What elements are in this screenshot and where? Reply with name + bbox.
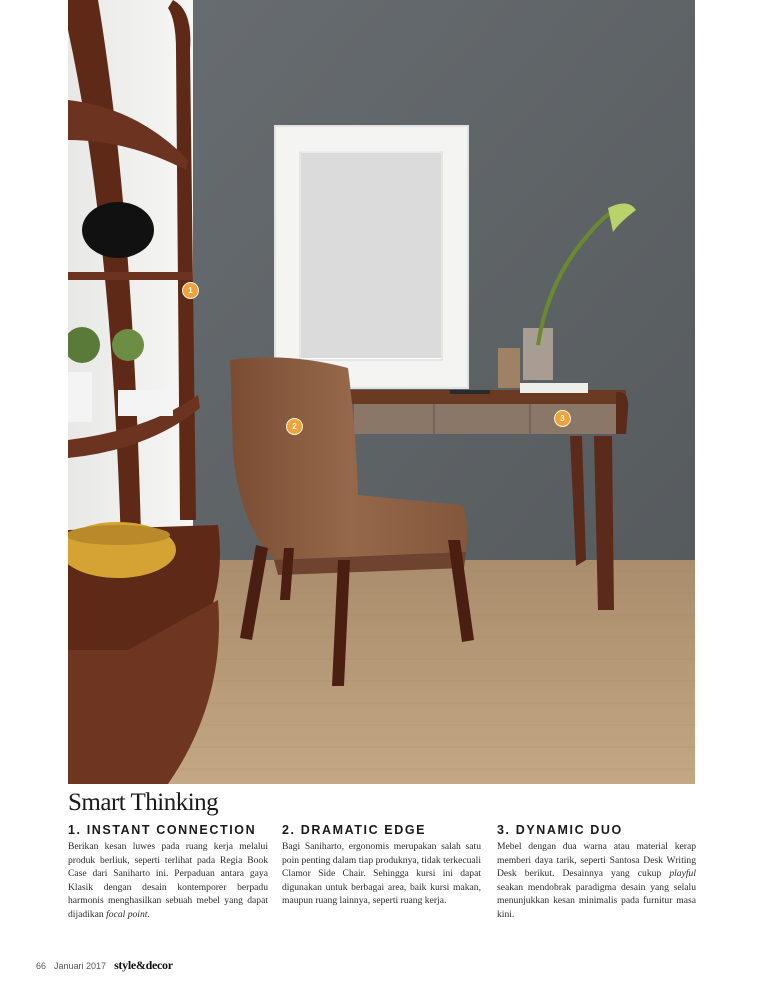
framed-artwork	[275, 126, 468, 388]
item-heading: 2. DRAMATIC EDGE	[282, 823, 427, 837]
interior-photo	[68, 0, 695, 784]
column-dramatic-edge	[282, 823, 481, 908]
page-number: 66	[36, 961, 47, 971]
item-heading: 1. INSTANT CONNECTION	[68, 823, 257, 837]
hotspot-marker-2[interactable]: 2	[286, 418, 303, 435]
item-body: Bagi Saniharto, ergonomis merupakan salah satu poin penting dalam tiap produknya, tidak terkecuali Clamor Side Chair. Sehingga kursi ini dapat digunakan untuk berbagai area, baik kursi makan, maupun ruang lainnya, seperti ruang kerja.	[282, 841, 481, 907]
column-instant-connection	[68, 823, 268, 922]
interior-photo-illustration	[68, 0, 695, 784]
issue-date: Januari 2017	[54, 961, 107, 971]
hotspot-marker-3[interactable]: 3	[554, 410, 571, 427]
column-dynamic-duo	[497, 823, 696, 922]
item-body: Mebel dengan dua warna atau material kerap memberi daya tarik, seperti Santosa Desk Writing Desk berikut. Desainnya yang cukup playful seakan mendobrak paradigma desain yang selalu menunjukkan kesan minimalis pada furnitur masa kini.	[497, 841, 696, 920]
article-title: Smart Thinking	[68, 789, 219, 816]
item-heading: 3. DYNAMIC DUO	[497, 823, 623, 837]
item-body: Berikan kesan luwes pada ruang kerja melalui produk berliuk, seperti terlihat pada Regia Book Case dari Saniharto ini. Perpaduan antara gaya Klasik dengan desain kontemporer berpadu harmonis menghasilkan sebuah mebel yang dapat dijadikan focal point.	[68, 841, 268, 920]
hotspot-marker-1[interactable]: 1	[182, 282, 199, 299]
page-footer	[36, 958, 173, 973]
magazine-logo: style&decor	[114, 958, 173, 972]
